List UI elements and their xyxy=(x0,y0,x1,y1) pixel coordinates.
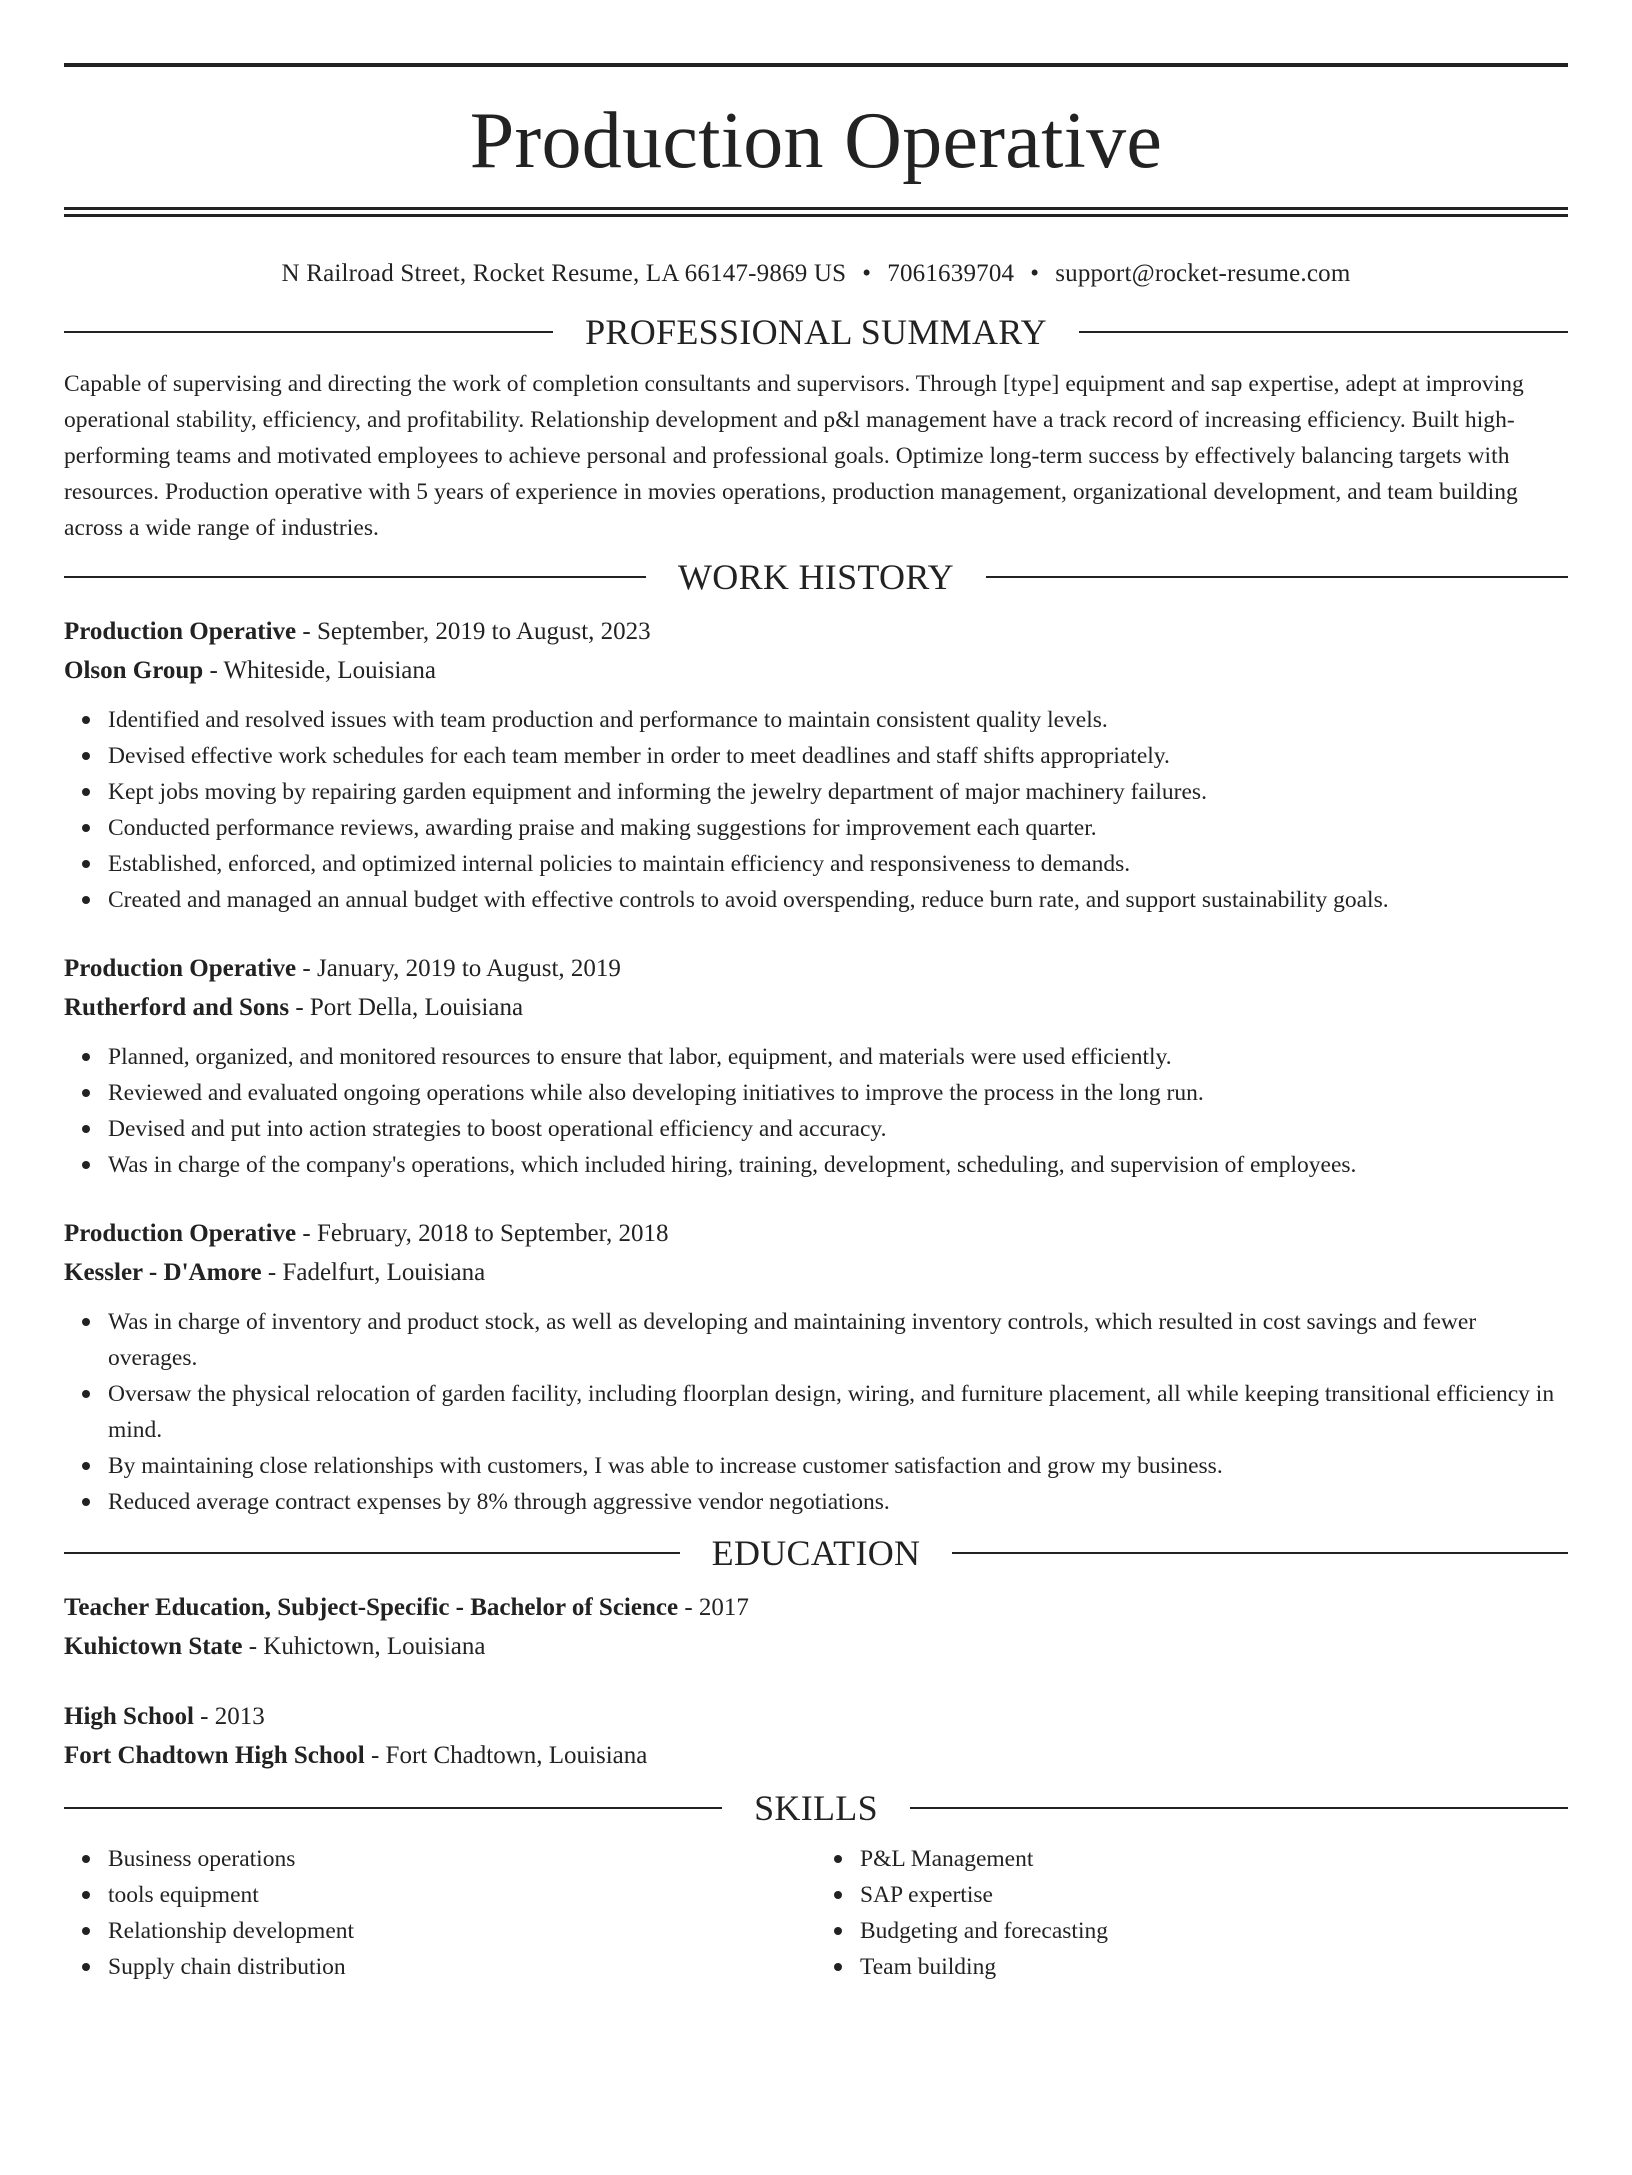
job-location: - Port Della, Louisiana xyxy=(289,994,524,1021)
education-school: Kuhictown State xyxy=(64,1633,243,1660)
education-degree: High School xyxy=(64,1703,194,1730)
list-item: Identified and resolved issues with team production and performance to maintain consistent quality levels. xyxy=(108,702,1568,738)
list-item: Devised effective work schedules for each team member in order to meet deadlines and staff shifts appropriately. xyxy=(108,738,1568,774)
contact-email: support@rocket-resume.com xyxy=(1055,260,1351,287)
list-item: Was in charge of the company's operations, which included hiring, training, development, scheduling, and supervision of employees. xyxy=(108,1147,1568,1183)
education-location: - Kuhictown, Louisiana xyxy=(242,1633,486,1660)
list-item: Relationship development xyxy=(108,1913,816,1949)
job-company: Rutherford and Sons xyxy=(64,994,290,1021)
education-degree-line xyxy=(64,1588,1568,1627)
list-item: Kept jobs moving by repairing garden equipment and informing the jewelry department of major machinery failures. xyxy=(108,774,1568,810)
double-rule xyxy=(64,207,1568,217)
list-item: Business operations xyxy=(108,1841,816,1877)
section-heading-work xyxy=(64,557,1568,597)
list-item: Supply chain distribution xyxy=(108,1949,816,1985)
section-title: EDUCATION xyxy=(711,1533,921,1573)
skills-column-left xyxy=(64,1841,816,1985)
job-company-line xyxy=(64,651,1568,690)
education-year: - 2013 xyxy=(193,1703,265,1730)
list-item: Established, enforced, and optimized internal policies to maintain efficiency and responsiveness to demands. xyxy=(108,846,1568,882)
job-role: Production Operative xyxy=(64,618,297,645)
contact-separator: • xyxy=(862,260,872,287)
job-entry xyxy=(64,612,1568,918)
resume-page xyxy=(0,63,1632,2175)
summary-text: Capable of supervising and directing the work of completion consultants and supervisors. Through [type] equipment and sap expertise, adept at improving operational stability, efficiency, and profitability. Relationship development and p&l management have a track record of increasing efficiency. Built high-performing teams and motivated employees to achieve personal and professional goals. Optimize long-term success by effectively balancing targets with resources. Production operative with 5 years of experience in movies operations, production management, organizational development, and team building across a wide range of industries. xyxy=(64,371,1524,541)
section-title: WORK HISTORY xyxy=(678,557,954,597)
section-heading-education xyxy=(64,1533,1568,1573)
list-item: Oversaw the physical relocation of garden facility, including floorplan design, wiring, and furniture placement, all while keeping transitional efficiency in mind. xyxy=(108,1376,1568,1448)
section-title: SKILLS xyxy=(754,1788,878,1828)
heading-rule xyxy=(910,1807,1568,1809)
section-heading-skills xyxy=(64,1788,1568,1828)
list-item: Conducted performance reviews, awarding praise and making suggestions for improvement each quarter. xyxy=(108,810,1568,846)
job-bullets xyxy=(64,1039,1568,1183)
section-title: PROFESSIONAL SUMMARY xyxy=(585,312,1047,352)
heading-rule xyxy=(1079,331,1568,333)
list-item: Team building xyxy=(860,1949,1568,1985)
heading-rule xyxy=(64,576,646,578)
job-location: - Fadelfurt, Louisiana xyxy=(261,1259,486,1286)
education-school: Fort Chadtown High School xyxy=(64,1742,365,1769)
skills-column-right xyxy=(816,1841,1568,1985)
heading-rule xyxy=(952,1552,1568,1554)
job-company-line xyxy=(64,988,1568,1027)
job-company: Olson Group xyxy=(64,657,204,684)
job-company: Kessler - D'Amore xyxy=(64,1259,262,1286)
job-company-line xyxy=(64,1253,1568,1292)
job-title-line xyxy=(64,1214,1568,1253)
job-entry xyxy=(64,1214,1568,1520)
list-item: Created and managed an annual budget with effective controls to avoid overspending, reduce burn rate, and support sustainability goals. xyxy=(108,882,1568,918)
job-title-line xyxy=(64,612,1568,651)
list-item: P&L Management xyxy=(860,1841,1568,1877)
job-entry xyxy=(64,949,1568,1183)
list-item: SAP expertise xyxy=(860,1877,1568,1913)
job-role: Production Operative xyxy=(64,955,297,982)
education-school-line xyxy=(64,1736,1568,1775)
skills-list xyxy=(64,1841,1568,1985)
education-degree-line xyxy=(64,1697,1568,1736)
job-dates: - February, 2018 to September, 2018 xyxy=(296,1220,669,1247)
education-entry xyxy=(64,1697,1568,1775)
contact-address: N Railroad Street, Rocket Resume, LA 66147-9869 US xyxy=(281,260,847,287)
job-bullets xyxy=(64,702,1568,918)
contact-line xyxy=(64,254,1568,294)
job-location: - Whiteside, Louisiana xyxy=(203,657,436,684)
list-item: Devised and put into action strategies to boost operational efficiency and accuracy. xyxy=(108,1111,1568,1147)
section-heading-summary xyxy=(64,312,1568,352)
list-item: Reduced average contract expenses by 8% through aggressive vendor negotiations. xyxy=(108,1484,1568,1520)
list-item: By maintaining close relationships with customers, I was able to increase customer satisfaction and grow my business. xyxy=(108,1448,1568,1484)
heading-rule xyxy=(64,1552,680,1554)
education-entry xyxy=(64,1588,1568,1666)
list-item: Planned, organized, and monitored resources to ensure that labor, equipment, and materials were used efficiently. xyxy=(108,1039,1568,1075)
candidate-name: Production Operative xyxy=(469,97,1163,185)
education-year: - 2017 xyxy=(678,1594,749,1621)
job-bullets xyxy=(64,1304,1568,1520)
list-item: Reviewed and evaluated ongoing operations while also developing initiatives to improve the process in the long run. xyxy=(108,1075,1568,1111)
job-dates: - January, 2019 to August, 2019 xyxy=(296,955,621,982)
education-school-line xyxy=(64,1627,1568,1666)
contact-separator: • xyxy=(1030,260,1040,287)
job-dates: - September, 2019 to August, 2023 xyxy=(296,618,651,645)
contact-phone: 7061639704 xyxy=(887,260,1015,287)
heading-rule xyxy=(986,576,1568,578)
education-degree: Teacher Education, Subject-Specific - Bachelor of Science xyxy=(64,1594,679,1621)
job-role: Production Operative xyxy=(64,1220,297,1247)
list-item: Was in charge of inventory and product stock, as well as developing and maintaining inventory controls, which resulted in cost savings and fewer overages. xyxy=(108,1304,1568,1376)
job-title-line xyxy=(64,949,1568,988)
heading-rule xyxy=(64,331,553,333)
list-item: tools equipment xyxy=(108,1877,816,1913)
heading-rule xyxy=(64,1807,722,1809)
list-item: Budgeting and forecasting xyxy=(860,1913,1568,1949)
education-location: - Fort Chadtown, Louisiana xyxy=(364,1742,648,1769)
